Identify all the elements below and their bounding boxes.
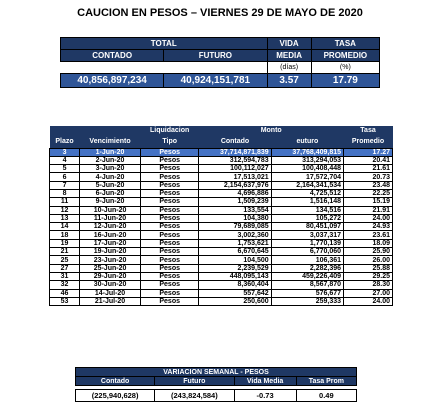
vencimiento-cell: 23-Jun-20 [80, 256, 141, 264]
tasa-header: Tasa [344, 126, 393, 135]
table-row[interactable] [50, 148, 393, 156]
plazo-cell: 19 [50, 239, 80, 247]
contado-cell: 4,696,886 [199, 189, 271, 197]
media-header: MEDIA [267, 50, 311, 62]
var-tasa-header: Tasa Prom [296, 377, 356, 386]
contado-total: 40,856,897,234 [61, 74, 164, 88]
futuro-cell: 37,768,409,815 [271, 148, 343, 156]
tipo-cell: Pesos [141, 248, 199, 256]
var-futuro-header: Futuro [155, 377, 234, 386]
vida-header: VIDA [267, 38, 311, 50]
var-contado-value: (225,940,628) [76, 390, 155, 402]
contado-cell: 2,154,637,976 [199, 181, 271, 189]
tasa-cell: 20.41 [344, 156, 393, 164]
plazo-cell: 12 [50, 206, 80, 214]
contado-cell: 104,380 [199, 214, 271, 222]
promedio-header: PROMEDIO [311, 50, 379, 62]
pct-unit: (%) [311, 62, 379, 74]
vencimiento-cell: 29-Jun-20 [80, 272, 141, 280]
contado-header: CONTADO [61, 50, 164, 62]
contado-cell: 2,239,529 [199, 264, 271, 272]
table-row[interactable] [50, 297, 393, 305]
tasa-cell: 20.73 [344, 173, 393, 181]
futuro-cell: 459,226,409 [271, 272, 343, 280]
contado-cell: 100,112,027 [199, 165, 271, 173]
table-row[interactable] [50, 289, 393, 297]
vencimiento-cell: 17-Jun-20 [80, 239, 141, 247]
tasa-cell: 23.61 [344, 231, 393, 239]
total-header: TOTAL [61, 38, 268, 50]
futuro-cell: 259,333 [271, 297, 343, 305]
futuro-cell: 134,516 [271, 206, 343, 214]
tipo-cell: Pesos [141, 198, 199, 206]
contado-cell: 79,689,085 [199, 223, 271, 231]
tasa-cell: 23.48 [344, 181, 393, 189]
vencimiento-cell: 3-Jun-20 [80, 165, 141, 173]
futuro-cell: 6,770,060 [271, 248, 343, 256]
tasa-cell: 25.88 [344, 264, 393, 272]
tipo-cell: Pesos [141, 289, 199, 297]
dias-unit: (días) [267, 62, 311, 74]
table-row[interactable] [50, 239, 393, 247]
tipo-header: Tipo [141, 135, 199, 148]
var-vida-value: -0.73 [234, 390, 296, 402]
plazo-cell: 4 [50, 156, 80, 164]
vencimiento-cell: 1-Jun-20 [80, 148, 141, 156]
tasa-cell: 15.19 [344, 198, 393, 206]
tasa-cell: 21.91 [344, 206, 393, 214]
vencimiento-cell: 2-Jun-20 [80, 156, 141, 164]
promedio-header: Promedio [344, 135, 393, 148]
plazo-cell: 31 [50, 272, 80, 280]
table-row[interactable] [50, 264, 393, 272]
contado-cell: 312,594,783 [199, 156, 271, 164]
tipo-cell: Pesos [141, 239, 199, 247]
futuro-cell: 106,361 [271, 256, 343, 264]
tasa-cell: 21.61 [344, 165, 393, 173]
contado-cell: 17,513,021 [199, 173, 271, 181]
table-row[interactable] [50, 256, 393, 264]
contado-cell: 3,002,360 [199, 231, 271, 239]
tasa-cell: 27.00 [344, 289, 393, 297]
plazo-cell: 27 [50, 264, 80, 272]
vencimiento-cell: 10-Jun-20 [80, 206, 141, 214]
tipo-cell: Pesos [141, 165, 199, 173]
plazo-cell: 46 [50, 289, 80, 297]
tasa-cell: 26.00 [344, 256, 393, 264]
vencimiento-cell: 11-Jun-20 [80, 214, 141, 222]
contado-cell: 1,509,239 [199, 198, 271, 206]
liquidacion-header: Liquidacion [141, 126, 199, 135]
variacion-table [75, 367, 357, 402]
plazo-cell: 11 [50, 198, 80, 206]
contado-cell: 8,360,404 [199, 281, 271, 289]
plazo-cell: 14 [50, 223, 80, 231]
vencimiento-cell: 12-Jun-20 [80, 223, 141, 231]
tipo-cell: Pesos [141, 148, 199, 156]
contado-cell: 133,554 [199, 206, 271, 214]
vencimiento-cell: 5-Jun-20 [80, 181, 141, 189]
contado-cell: 250,600 [199, 297, 271, 305]
futuro-cell: 105,272 [271, 214, 343, 222]
tasa-cell: 25.90 [344, 248, 393, 256]
plazo-cell: 13 [50, 214, 80, 222]
vencimiento-cell: 30-Jun-20 [80, 281, 141, 289]
vencimiento-cell: 19-Jun-20 [80, 248, 141, 256]
table-row[interactable] [50, 181, 393, 189]
table-row[interactable] [50, 272, 393, 280]
tipo-cell: Pesos [141, 156, 199, 164]
tipo-cell: Pesos [141, 223, 199, 231]
var-futuro-value: (243,824,584) [155, 390, 234, 402]
futuro-cell: 100,408,448 [271, 165, 343, 173]
vencimiento-cell: 21-Jul-20 [80, 297, 141, 305]
futuro-cell: 313,294,053 [271, 156, 343, 164]
tasa-cell: 24.00 [344, 297, 393, 305]
contado-cell: 557,642 [199, 289, 271, 297]
vencimiento-cell: 25-Jun-20 [80, 264, 141, 272]
plazo-header: Plazo [50, 135, 80, 148]
contado-cell: 448,095,143 [199, 272, 271, 280]
futuro-cell: 8,567,870 [271, 281, 343, 289]
var-tasa-value: 0.49 [296, 390, 356, 402]
futuro-cell: 1,770,139 [271, 239, 343, 247]
page-title: CAUCION EN PESOS – VIERNES 29 DE MAYO DE 2020 [77, 7, 363, 19]
caucion-table [49, 126, 393, 306]
variacion-title: VARIACION SEMANAL - PESOS [76, 368, 357, 377]
futuro-cell: 4,725,512 [271, 189, 343, 197]
tipo-cell: Pesos [141, 281, 199, 289]
plazo-cell: 8 [50, 189, 80, 197]
plazo-cell: 53 [50, 297, 80, 305]
table-row[interactable] [50, 165, 393, 173]
header-blank [80, 126, 141, 135]
table-row[interactable] [50, 281, 393, 289]
monto-header: Monto [199, 126, 344, 135]
vida-media-value: 3.57 [267, 74, 311, 88]
plazo-cell: 18 [50, 231, 80, 239]
tasa-promedio-value: 17.79 [311, 74, 379, 88]
tasa-cell: 18.09 [344, 239, 393, 247]
tasa-cell: 24.93 [344, 223, 393, 231]
tasa-cell: 17.27 [344, 148, 393, 156]
blank-cell [164, 62, 267, 74]
futuro-cell: 80,451,097 [271, 223, 343, 231]
plazo-cell: 6 [50, 173, 80, 181]
vencimiento-cell: 6-Jun-20 [80, 189, 141, 197]
tasa-cell: 28.30 [344, 281, 393, 289]
contado-cell: 1,753,621 [199, 239, 271, 247]
vencimiento-header: Vencimiento [80, 135, 141, 148]
tipo-cell: Pesos [141, 264, 199, 272]
tasa-cell: 24.00 [344, 214, 393, 222]
vencimiento-cell: 14-Jul-20 [80, 289, 141, 297]
table-row[interactable] [50, 156, 393, 164]
tipo-cell: Pesos [141, 214, 199, 222]
table-row[interactable] [50, 248, 393, 256]
summary-table [60, 37, 380, 88]
futuro-cell: 576,677 [271, 289, 343, 297]
plazo-cell: 3 [50, 148, 80, 156]
contado-cell: 37,714,871,839 [199, 148, 271, 156]
contado-cell: 104,500 [199, 256, 271, 264]
tipo-cell: Pesos [141, 231, 199, 239]
var-vida-header: Vida Media [234, 377, 296, 386]
vencimiento-cell: 4-Jun-20 [80, 173, 141, 181]
futuro-header: euturo [271, 135, 343, 148]
table-row[interactable] [50, 214, 393, 222]
futuro-cell: 3,037,317 [271, 231, 343, 239]
table-row[interactable] [50, 189, 393, 197]
futuro-total: 40,924,151,781 [164, 74, 267, 88]
plazo-cell: 7 [50, 181, 80, 189]
contado-cell: 6,670,645 [199, 248, 271, 256]
tasa-header: TASA [311, 38, 379, 50]
tasa-cell: 22.25 [344, 189, 393, 197]
var-contado-header: Contado [76, 377, 155, 386]
plazo-cell: 21 [50, 248, 80, 256]
tipo-cell: Pesos [141, 181, 199, 189]
table-row[interactable] [50, 198, 393, 206]
table-row[interactable] [50, 223, 393, 231]
tasa-cell: 29.25 [344, 272, 393, 280]
vencimiento-cell: 9-Jun-20 [80, 198, 141, 206]
futuro-cell: 2,282,396 [271, 264, 343, 272]
plazo-cell: 5 [50, 165, 80, 173]
table-row[interactable] [50, 173, 393, 181]
blank-cell [61, 62, 164, 74]
table-row[interactable] [50, 206, 393, 214]
contado-header: Contado [199, 135, 271, 148]
tipo-cell: Pesos [141, 297, 199, 305]
tipo-cell: Pesos [141, 256, 199, 264]
plazo-cell: 32 [50, 281, 80, 289]
header-blank [50, 126, 80, 135]
futuro-cell: 1,516,148 [271, 198, 343, 206]
futuro-cell: 2,164,341,534 [271, 181, 343, 189]
futuro-header: FUTURO [164, 50, 267, 62]
tipo-cell: Pesos [141, 272, 199, 280]
futuro-cell: 17,572,704 [271, 173, 343, 181]
plazo-cell: 25 [50, 256, 80, 264]
tipo-cell: Pesos [141, 206, 199, 214]
tipo-cell: Pesos [141, 173, 199, 181]
table-row[interactable] [50, 231, 393, 239]
table-body [50, 148, 393, 306]
tipo-cell: Pesos [141, 189, 199, 197]
vencimiento-cell: 16-Jun-20 [80, 231, 141, 239]
